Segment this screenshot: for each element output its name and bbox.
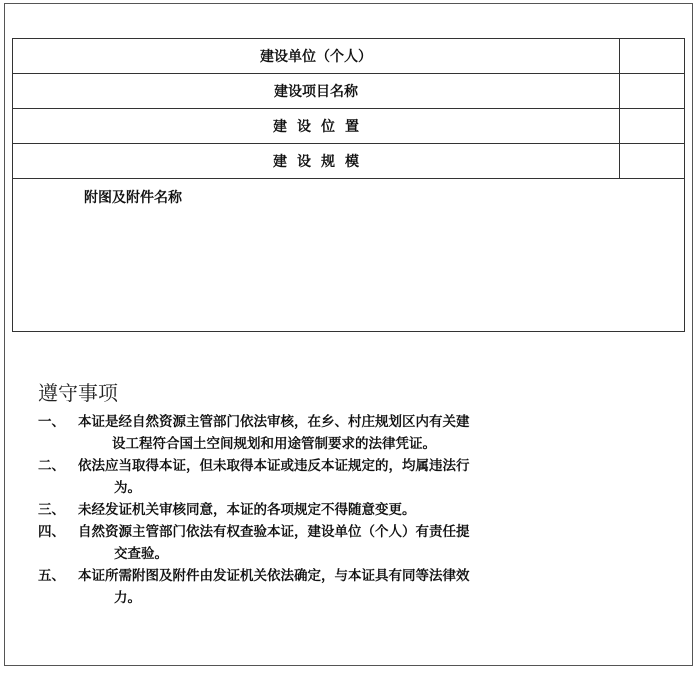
notice-item-text: 未经发证机关审核同意，本证的各项规定不得随意变更。 (78, 502, 416, 518)
row-construction-unit (13, 39, 684, 74)
scale-label: 建设规模 (13, 144, 620, 178)
info-table (12, 38, 685, 332)
notice-item-text-cont: 为。 (114, 480, 141, 496)
notice-item-number: 四、 (38, 524, 65, 540)
notice-item (38, 411, 518, 455)
notice-item-number: 二、 (38, 458, 65, 474)
notice-item-number: 一、 (38, 414, 65, 430)
scale-value (620, 144, 684, 178)
notice-title: 遵守事项 (38, 381, 118, 405)
notice-item-text-cont: 设工程符合国土空间规划和用途管制要求的法律凭证。 (112, 436, 436, 452)
notice-item-number: 三、 (38, 502, 65, 518)
location-value (620, 109, 684, 143)
notice-item-text: 本证是经自然资源主管部门依法审核，在乡、村庄规划区内有关建 (78, 414, 470, 430)
notice-item-text: 本证所需附图及附件由发证机关依法确定，与本证具有同等法律效 (78, 568, 470, 584)
notice-item-text: 依法应当取得本证，但未取得本证或违反本证规定的，均属违法行 (78, 458, 470, 474)
notice-item (38, 499, 518, 521)
notice-item (38, 565, 518, 609)
attachments-cell (13, 179, 684, 332)
row-location (13, 109, 684, 144)
notice-item (38, 455, 518, 499)
row-project-name (13, 74, 684, 109)
notice-item-text: 自然资源主管部门依法有权查验本证，建设单位（个人）有责任提 (78, 524, 470, 540)
project-name-value (620, 74, 684, 108)
notice-item-text-cont: 力。 (114, 590, 141, 606)
construction-unit-value (620, 39, 684, 73)
location-label: 建设位置 (13, 109, 620, 143)
row-scale (13, 144, 684, 179)
notice-item (38, 521, 518, 565)
notice-item-text-cont: 交查验。 (114, 546, 168, 562)
project-name-label: 建设项目名称 (13, 74, 620, 108)
notice-item-number: 五、 (38, 568, 65, 584)
attachments-label: 附图及附件名称 (84, 190, 182, 206)
construction-unit-label: 建设单位（个人） (13, 39, 620, 73)
notice-list (38, 411, 518, 609)
